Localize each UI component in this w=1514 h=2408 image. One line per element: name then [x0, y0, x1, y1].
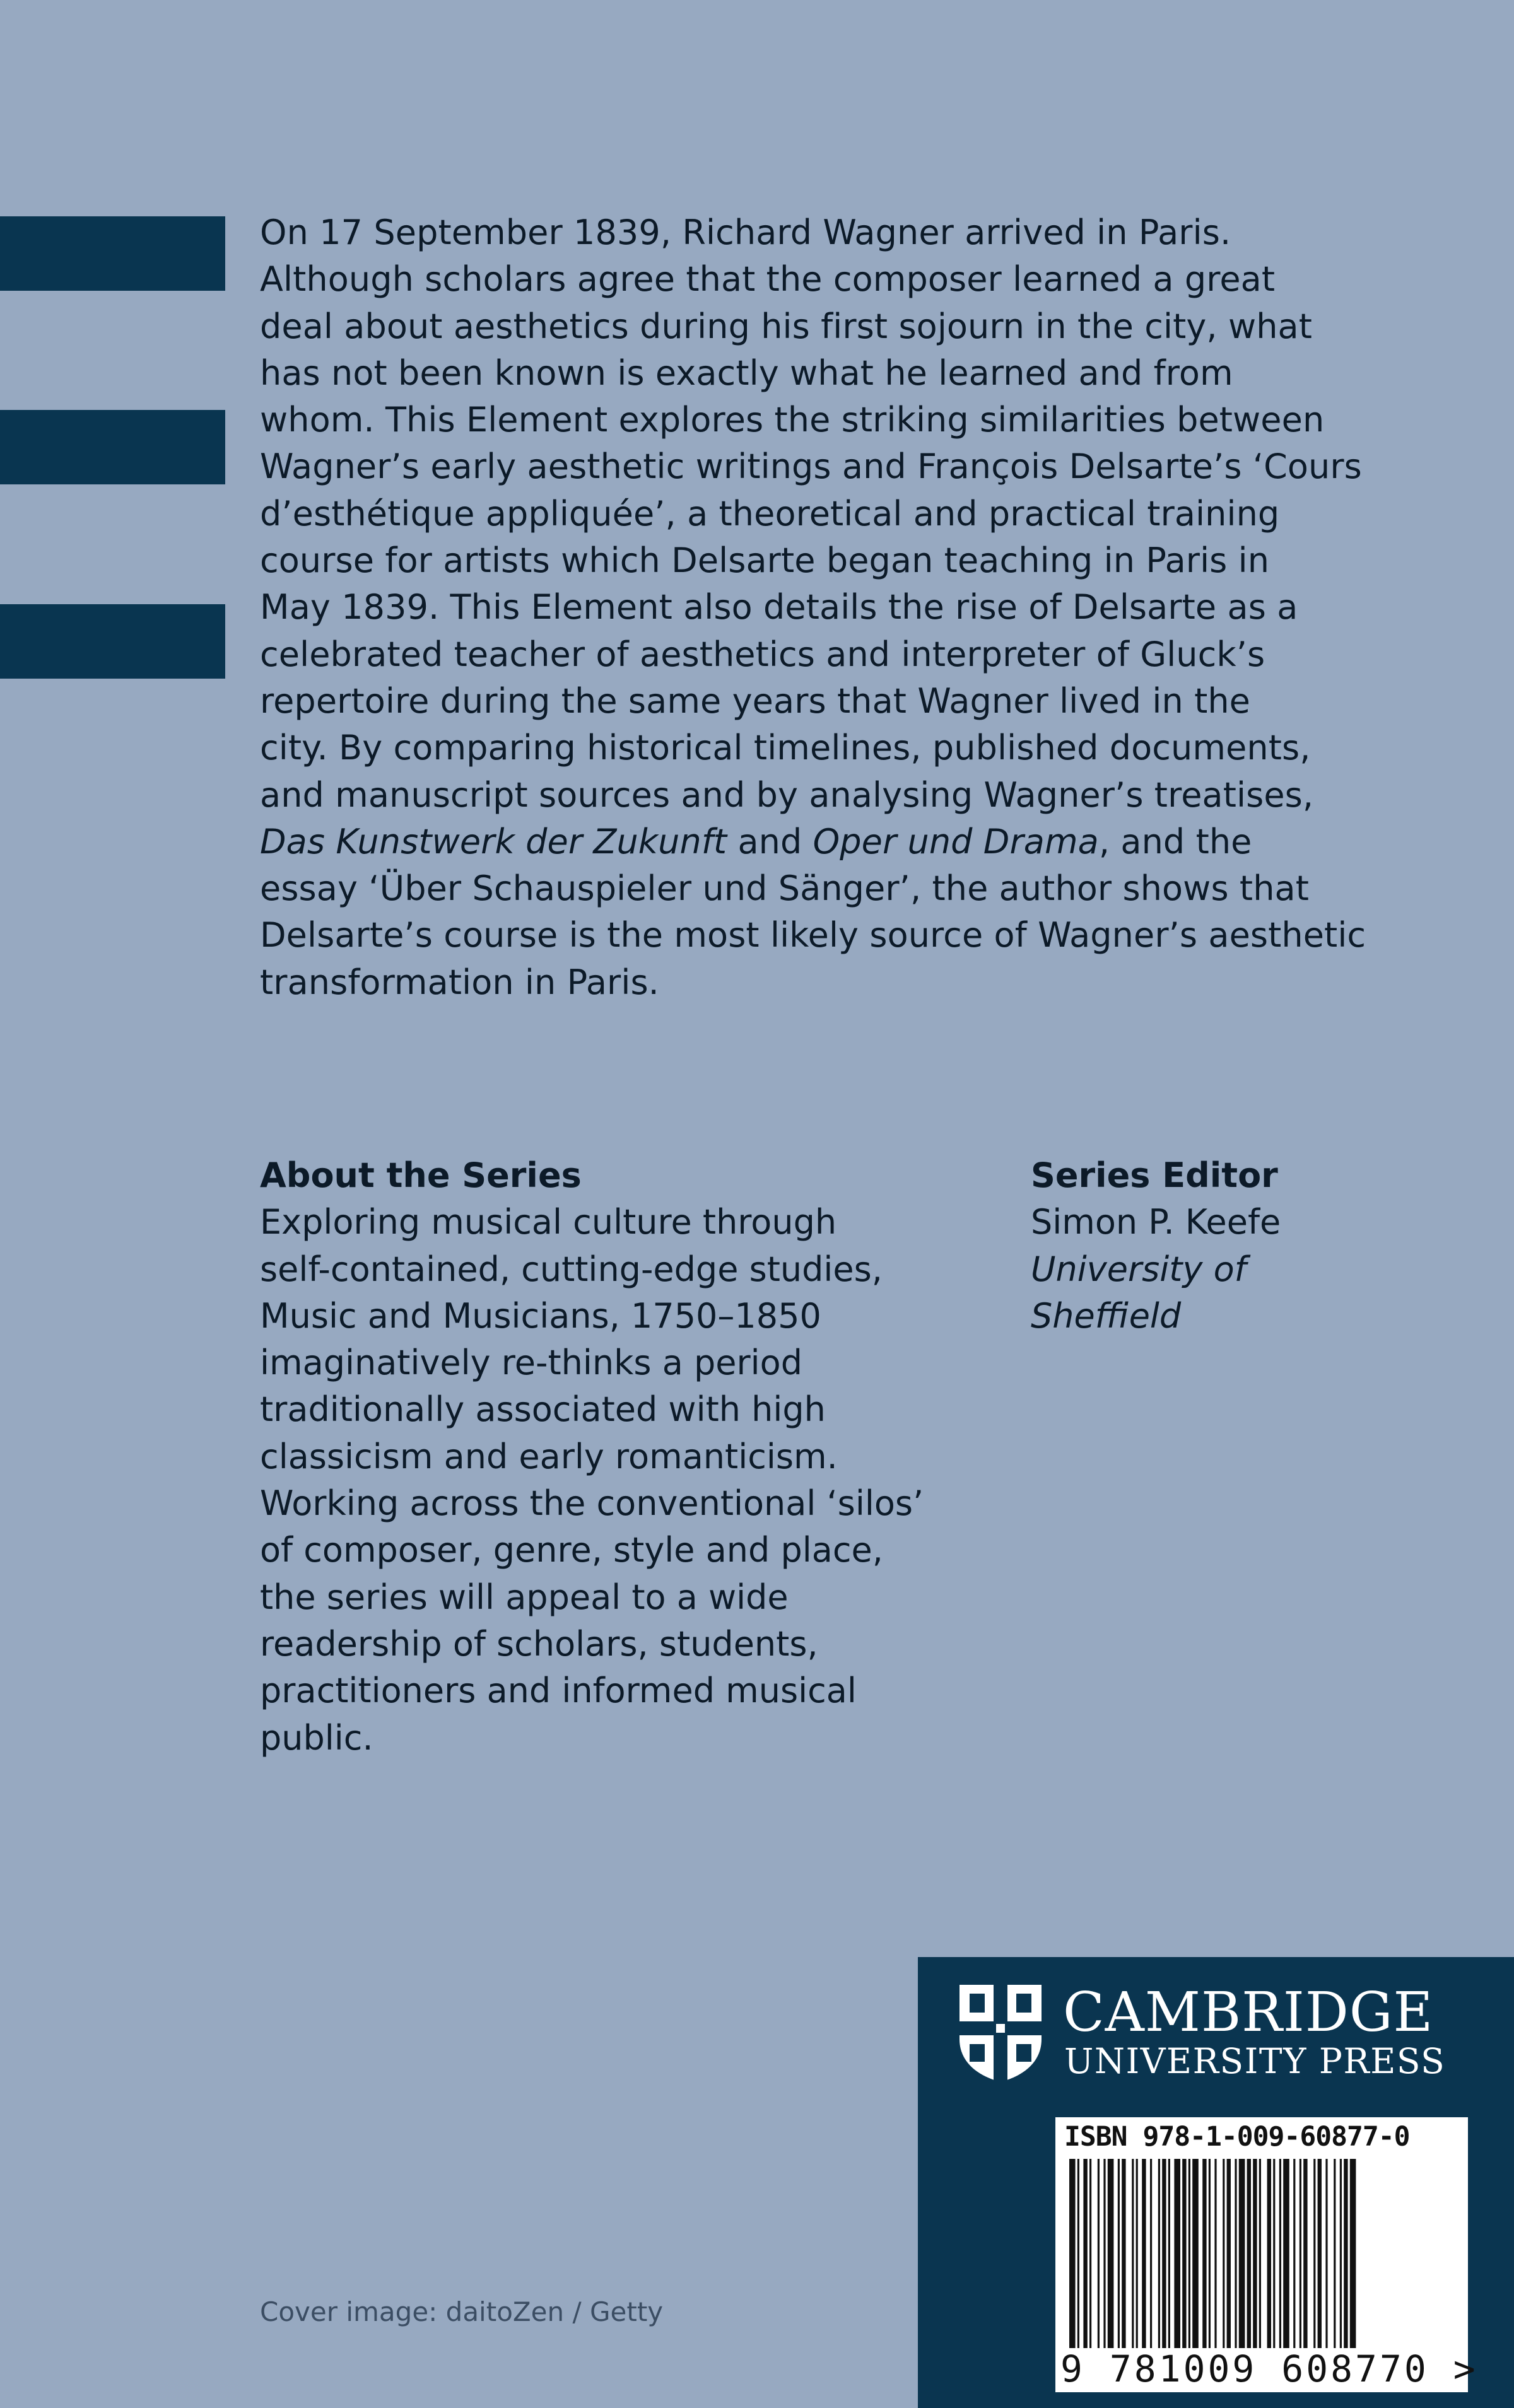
barcode-box — [1055, 2117, 1478, 2392]
blurb-and-the: , and the — [1098, 821, 1252, 862]
about-line: the series will appeal to a wide — [260, 1577, 789, 1617]
blurb-line: celebrated teacher of aesthetics and interpreter of Gluck’s — [260, 634, 1265, 674]
editor-heading: Series Editor — [1031, 1155, 1278, 1195]
publisher-panel — [918, 1957, 1514, 2408]
blurb-line-with-titles — [260, 819, 1446, 865]
publisher-subname: UNIVERSITY PRESS — [1064, 2041, 1446, 2081]
editor-name: Simon P. Keefe — [1031, 1202, 1281, 1242]
blurb-line: whom. This Element explores the striking similarities between — [260, 400, 1325, 440]
blurb-line: course for artists which Delsarte began teaching in Paris in — [260, 541, 1270, 581]
about-line: self-contained, cutting-edge studies, — [260, 1249, 883, 1289]
title-kunstwerk: Das Kunstwerk der Zukunft — [260, 821, 727, 862]
title-oper-und-drama: Oper und Drama — [813, 821, 1099, 862]
barcode-digits: 9 781009 608770 > — [1060, 2347, 1478, 2390]
blurb-line: Although scholars agree that the composer learned a great — [260, 259, 1276, 300]
isbn-text: ISBN 978-1-009-60877-0 — [1064, 2121, 1410, 2153]
blurb-line: Wagner’s early aesthetic writings and François Delsarte’s ‘Cours — [260, 447, 1362, 487]
blurb-line: On 17 September 1839, Richard Wagner arrived in Paris. — [260, 213, 1231, 252]
about-line: readership of scholars, students, — [260, 1623, 818, 1664]
blurb-line: Delsarte’s course is the most likely source of Wagner’s aesthetic — [260, 915, 1366, 956]
barcode-bars — [1055, 2159, 1468, 2348]
blurb-line: city. By comparing historical timelines, published documents, — [260, 728, 1311, 768]
about-line: imaginatively re-thinks a period — [260, 1343, 802, 1383]
about-heading: About the Series — [260, 1155, 582, 1195]
editor-affiliation-line-1 — [1031, 1246, 1460, 1293]
book-blurb — [260, 209, 1446, 1006]
cover-image-credit: Cover image: daitoZen / Getty — [260, 2296, 664, 2327]
decorative-bar-1 — [0, 216, 225, 291]
about-line: traditionally associated with high — [260, 1389, 826, 1430]
about-line: Exploring musical culture through — [260, 1202, 837, 1242]
about-line: practitioners and informed musical — [260, 1671, 857, 1711]
blurb-line: essay ‘Über Schauspieler und Sänger’, the author shows that — [260, 868, 1309, 909]
about-line: of composer, genre, style and place, — [260, 1530, 883, 1570]
blurb-line: transformation in Paris. — [260, 962, 659, 1002]
blurb-line: deal about aesthetics during his first sojourn in the city, what — [260, 306, 1313, 346]
about-line: classicism and early romanticism. — [260, 1436, 838, 1476]
cambridge-crest-icon — [957, 1982, 1044, 2083]
editor-affiliation-2: Sheffield — [1031, 1295, 1182, 1336]
editor-affiliation-line-2 — [1031, 1293, 1460, 1340]
blurb-line: and manuscript sources and by analysing Wagner’s treatises, — [260, 774, 1314, 815]
about-line: Music and Musicians, 1750–1850 — [260, 1295, 821, 1336]
about-line: public. — [260, 1717, 373, 1758]
blurb-line: d’esthétique appliquée’, a theoretical and practical training — [260, 493, 1280, 534]
editor-affiliation-1: University of — [1031, 1249, 1247, 1289]
blurb-and: and — [727, 821, 813, 862]
decorative-bar-2 — [0, 410, 225, 484]
blurb-line: May 1839. This Element also details the rise of Delsarte as a — [260, 587, 1298, 628]
about-line: Working across the conventional ‘silos’ — [260, 1483, 924, 1524]
blurb-line: has not been known is exactly what he learned and from — [260, 353, 1233, 393]
about-the-series — [260, 1152, 1017, 1762]
blurb-line: repertoire during the same years that Wagner lived in the — [260, 681, 1250, 721]
series-editor — [1031, 1152, 1460, 1340]
decorative-bar-3 — [0, 604, 225, 679]
publisher-name: CAMBRIDGE — [1063, 1981, 1434, 2044]
